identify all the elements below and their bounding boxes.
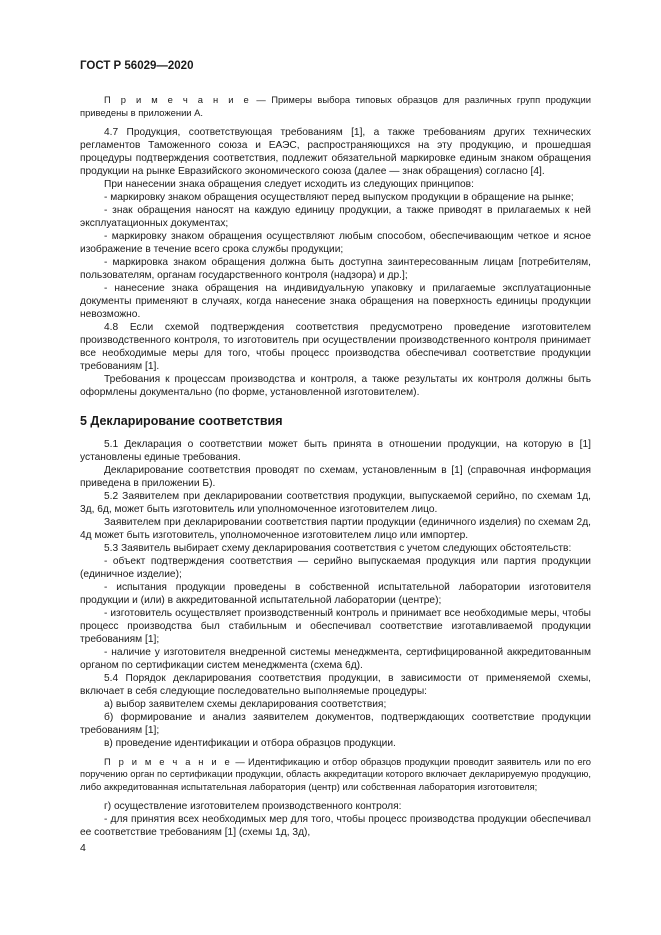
- procedure-item: а) выбор заявителем схемы декларирования соответствия;: [104, 698, 387, 710]
- note-label: П р и м е ч а н и е: [104, 94, 251, 105]
- standard-code-header: ГОСТ Р 56029—2020: [80, 60, 194, 72]
- principles-intro: При нанесении знака обращения следует исходить из следующих принципов:: [104, 178, 474, 190]
- principle-item: - маркировку знаком обращения осуществляют перед выпуском продукции в обращение на рынке;: [104, 191, 574, 203]
- principle-item: - маркировка знаком обращения должна быть доступна заинтересованным лицам [потребителям, пользователям, органам государственного контроля (надзора) и др.];: [80, 256, 591, 281]
- circumstance-item: - испытания продукции проведены в собственной испытательной лаборатории изготовителя продукции и (или) в аккредитованной испытательной лаборатории (центре);: [80, 581, 591, 606]
- note-label: П р и м е ч а н и е: [104, 755, 233, 767]
- principle-item: - маркировку знаком обращения осуществляют любым способом, обеспечивающим четкое и ясное изображение в течение всего срока службы продукции;: [80, 230, 591, 255]
- circumstance-item: - изготовитель осуществляет производственный контроль и принимает все необходимые меры, чтобы процесс производства был стабильным и обеспечивал соответствие изготавливаемой продукции требованиям [1];: [80, 607, 591, 645]
- note-text: — Идентификацию и отбор образцов продукции проводит заявитель или по его поручению орган по сертификации продукции, область аккредитации которого включает декларируемую продукцию, либо аккредитованная испытательная лаборатория (центр) или собственная лаборатория изготовителя;: [80, 755, 591, 793]
- paragraph-5-2: 5.2 Заявителем при декларировании соответствия продукции, выпускаемой серийно, по схемам 1д, 3д, 6д, может быть изготовитель или уполномоченное изготовителем лицо.: [80, 490, 591, 515]
- note-identification: [80, 756, 591, 794]
- paragraph-4-8-cont: Требования к процессам производства и контроля, а также результаты их контроля должны быть оформлены документально (по форме, установленной изготовителем).: [80, 373, 591, 398]
- paragraph-5-1: 5.1 Декларация о соответствии может быть принята в отношении продукции, на которую в [1] установлены единые требования.: [80, 438, 591, 463]
- procedure-item: б) формирование и анализ заявителем документов, подтверждающих соответствие продукции требованиям [1];: [80, 711, 591, 736]
- procedure-item: г) осуществление изготовителем производственного контроля:: [104, 800, 402, 812]
- paragraph-5-2-cont: Заявителем при декларировании соответствия партии продукции (единичного изделия) по схемам 2д, 4д может быть изготовитель, уполномоченное изготовителем лицо или импортер.: [80, 516, 591, 541]
- paragraph-4-8: 4.8 Если схемой подтверждения соответствия предусмотрено проведение изготовителем производственного контроля, то изготовитель при осуществлении производственного контроля принимает все необходимые меры для того, чтобы процесс производства обеспечивал соответствие продукции требованиям [1].: [80, 321, 591, 372]
- paragraph-4-7: 4.7 Продукция, соответствующая требованиям [1], а также требованиям других технических регламентов Таможенного союза и ЕАЭС, распространяющихся на эту продукцию, и прошедшая процедуры подтверждения соответствия, подлежит обязательной маркировке единым знаком обращения продукции на рынке Евразийского экономического союза (далее — знак обращения) согласно [4].: [80, 126, 591, 177]
- procedure-subitem: - для принятия всех необходимых мер для того, чтобы процесс производства продукции обеспечивал ее соответствие требованиям [1] (схемы 1д, 3д),: [80, 813, 591, 838]
- page-number: 4: [80, 842, 86, 854]
- paragraph-5-1-cont: Декларирование соответствия проводят по схемам, установленным в [1] (справочная информация приведена в приложении Б).: [80, 464, 591, 489]
- paragraph-5-3: 5.3 Заявитель выбирает схему декларирования соответствия с учетом следующих обстоятельств:: [104, 542, 572, 554]
- section-5-title: 5 Декларирование соответствия: [80, 413, 283, 428]
- note-text: — Примеры выбора типовых образцов для различных групп продукции приведены в приложении А.: [80, 94, 592, 118]
- document-body: [80, 94, 591, 839]
- note-appendix-a: [80, 94, 591, 120]
- circumstance-item: - наличие у изготовителя внедренной системы менеджмента, сертифицированной аккредитованным органом по сертификации систем менеджмента (схема 6д).: [80, 646, 591, 671]
- principle-item: - нанесение знака обращения на индивидуальную упаковку и прилагаемые эксплуатационные документы применяют в случаях, когда нанесение знака обращения на поверхность единицы продукции невозможно.: [80, 282, 591, 320]
- paragraph-5-4: 5.4 Порядок декларирования соответствия продукции, в зависимости от применяемой схемы, включает в себя следующие последовательно выполняемые процедуры:: [80, 672, 591, 697]
- principle-item: - знак обращения наносят на каждую единицу продукции, а также приводят в прилагаемых к ней эксплуатационных документах;: [80, 204, 591, 229]
- circumstance-item: - объект подтверждения соответствия — серийно выпускаемая продукция или партия продукции (единичное изделие);: [80, 555, 591, 580]
- procedure-item: в) проведение идентификации и отбора образцов продукции.: [104, 737, 396, 749]
